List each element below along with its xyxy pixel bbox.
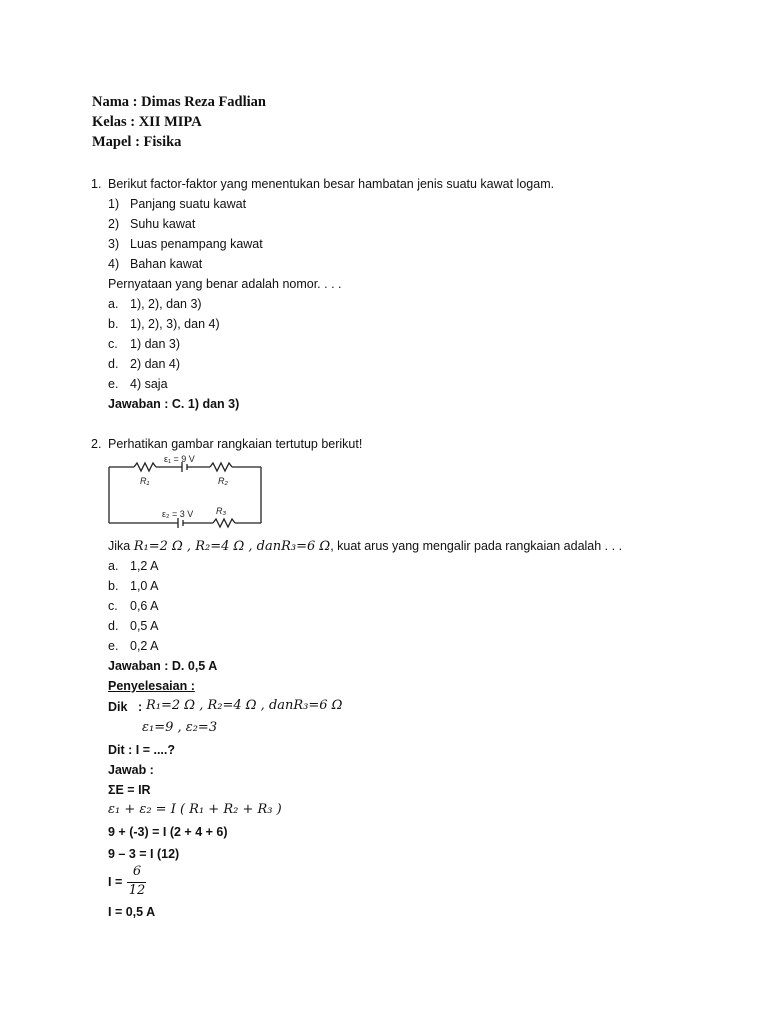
step-formula: ε₁ + ε₂ = I ( R₁ + R₂ + R₃ ) — [108, 802, 282, 817]
emf2-label: ε₂ = 3 V — [162, 509, 194, 519]
q1-option-text: 1), 2), dan 3) — [130, 297, 202, 311]
q1-option-key: a. — [108, 297, 119, 311]
q1-prompt: Pernyataan yang benar adalah nomor. . . . — [108, 277, 342, 291]
q2-option-key: c. — [108, 599, 118, 613]
q2-given-math: R₁=2 Ω , R₂=4 Ω , danR₃=6 Ω — [133, 539, 331, 554]
subject: Mapel : Fisika — [92, 134, 182, 150]
q2-given-line — [108, 538, 622, 555]
q1-question: Berikut factor-faktor yang menentukan besar hambatan jenis suatu kawat logam. — [108, 177, 555, 191]
q1-option-key: c. — [108, 337, 118, 351]
q1-number: 1. — [91, 177, 102, 191]
fraction-denominator: 12 — [128, 883, 146, 898]
q2-option-text: 1,0 A — [130, 579, 159, 593]
emf1-label: ε₁ = 9 V — [164, 454, 195, 464]
q1-option-text: 2) dan 4) — [130, 357, 181, 371]
r2-label: R₂ — [218, 476, 228, 486]
q2-option-text: 0,6 A — [130, 599, 159, 613]
q2-given-suffix: , kuat arus yang mengalir pada rangkaian adalah . . . — [330, 539, 623, 553]
student-name: Nama : Dimas Reza Fadlian — [92, 94, 266, 110]
q2-answer: Jawaban : D. 0,5 A — [108, 659, 218, 673]
step-simplify: 9 – 3 = I (12) — [108, 847, 180, 861]
r1-label: R₁ — [140, 476, 150, 486]
dik-math: R₁=2 Ω , R₂=4 Ω , danR₃=6 Ω — [146, 698, 343, 713]
fraction-numerator: 6 — [132, 864, 142, 879]
q2-option-key: b. — [108, 579, 119, 593]
q1-item-num: 1) — [108, 197, 120, 211]
dik-label: Dik — [108, 700, 128, 714]
q1-option-key: e. — [108, 377, 119, 391]
q2-option-text: 0,2 A — [130, 639, 159, 653]
q1-answer: Jawaban : C. 1) dan 3) — [108, 397, 240, 411]
jawab-label: Jawab : — [108, 763, 154, 777]
q2-option-key: e. — [108, 639, 119, 653]
q2-option-text: 0,5 A — [130, 619, 159, 633]
q1-item-num: 2) — [108, 217, 120, 231]
q2-given-prefix: Jika — [108, 539, 131, 553]
q1-option-text: 1) dan 3) — [130, 337, 181, 351]
q2-question: Perhatikan gambar rangkaian tertutup berikut! — [108, 437, 363, 451]
q1-option-key: b. — [108, 317, 119, 331]
dit-line: Dit : I = ....? — [108, 743, 176, 757]
q2-option-key: a. — [108, 559, 119, 573]
student-class: Kelas : XII MIPA — [92, 114, 202, 130]
q2-number: 2. — [91, 437, 102, 451]
q1-option-text: 1), 2), 3), dan 4) — [130, 317, 220, 331]
q1-item-num: 3) — [108, 237, 120, 251]
q1-item-num: 4) — [108, 257, 120, 271]
q1-option-text: 4) saja — [130, 377, 168, 391]
q1-item-text: Luas penampang kawat — [130, 237, 263, 251]
q1-item-text: Suhu kawat — [130, 217, 196, 231]
solution-title: Penyelesaian : — [108, 679, 195, 693]
step-substitute: 9 + (-3) = I (2 + 4 + 6) — [108, 825, 228, 839]
step-fraction-label: I = — [108, 875, 123, 889]
q2-option-text: 1,2 A — [130, 559, 159, 573]
dik-colon: : — [138, 700, 143, 714]
dik-math-emf: ε₁=9 , ε₂=3 — [142, 720, 218, 735]
step-result: I = 0,5 A — [108, 905, 156, 919]
r3-label: R₃ — [216, 506, 227, 516]
q1-option-key: d. — [108, 357, 119, 371]
q1-item-text: Panjang suatu kawat — [130, 197, 247, 211]
q1-item-text: Bahan kawat — [130, 257, 203, 271]
circuit-diagram — [106, 453, 266, 531]
q2-option-key: d. — [108, 619, 119, 633]
step-sum-emf: ΣE = IR — [108, 783, 151, 797]
